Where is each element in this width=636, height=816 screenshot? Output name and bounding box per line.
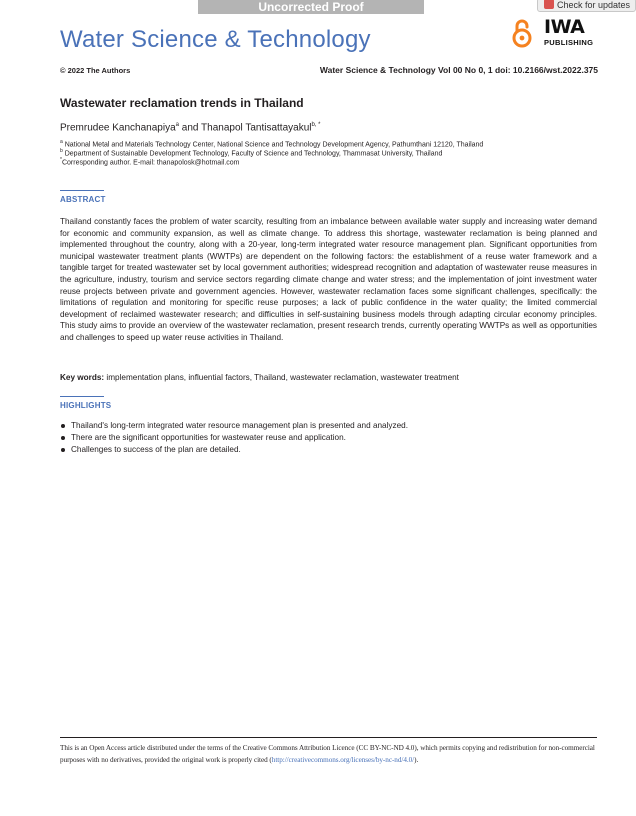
license-text: This is an Open Access article distributed under the terms of the Creative Commons Attribution Licence (CC BY-NC-ND 4.0), which permits copying and redistribution for non-commercial purposes with no derivatives, provided the original work is properly cited (: [60, 744, 595, 765]
affiliation-text: Department of Sustainable Development Technology, Faculty of Science and Technology, Thammasat University, Thailand: [62, 150, 443, 158]
keywords: [60, 373, 459, 382]
iwa-mark: IWA: [544, 16, 585, 38]
affiliation-b: [60, 148, 442, 157]
keywords-text: implementation plans, influential factors, Thailand, wastewater reclamation, wastewater treatment: [104, 373, 459, 382]
affiliation-mark: a: [60, 139, 63, 145]
highlight-item: Challenges to success of the plan are detailed.: [60, 444, 580, 456]
license-link[interactable]: http://creativecommons.org/licenses/by-nc-nd/4.0/: [271, 756, 415, 765]
highlight-item: Thailand's long-term integrated water resource management plan is presented and analyzed.: [60, 420, 580, 432]
check-updates-label: Check for updates: [557, 0, 631, 10]
author-affiliation-mark: a: [175, 122, 179, 128]
affiliation-mark: *: [60, 157, 62, 163]
proof-banner: Uncorrected Proof: [198, 0, 424, 14]
footer-divider: [60, 737, 597, 738]
author-name: Premrudee Kanchanapiya: [60, 122, 176, 134]
journal-title: Water Science & Technology: [60, 26, 371, 53]
license-end: ).: [414, 756, 419, 765]
copyright-notice: © 2022 The Authors: [60, 66, 131, 75]
author-line: [60, 122, 321, 133]
highlights-list: [60, 420, 580, 457]
corresponding-author: [60, 157, 239, 166]
abstract-heading: ABSTRACT: [60, 195, 106, 204]
open-access-lock-icon: [511, 18, 533, 48]
corresponding-email: Corresponding author. E-mail: thanapolosk@hotmail.com: [61, 159, 240, 167]
publishing-label: PUBLISHING: [544, 38, 594, 47]
abstract-text: Thailand constantly faces the problem of water scarcity, resulting from an imbalance between available water supply and increasing water demand for economic and community expansion, as well as climate change. To address this shortage, wastewater reclamation is being planned and implemented throughout the country, along with a 20-year, long-term integrated water resource management plan. Significant opportunities from municipal wastewater treatment plants (WWTPs) are dependent on the following factors: the establishment of a reuse water framework and a tangible target for treated wastewater set by local government authorities; widespread recognition and adaptation of wastewater reuse measures in the agriculture, industry, tourism and service sectors regarding climate change and water stress; and the implementation of joint investment water reuse projects between private and government agencies. However, wastewater reclamation faces some significant challenges, specifically: the limitations of regulation and monitoring for specific reuse purposes; a lack of public confidence in the water quality; the limited commercial development of reclaimed wastewater research; and difficulties in self-sustaining business models through adapting circular economy principles. This study aims to provide an overview of the wastewater reclamation, present research trends, currently operating WWTPs as well as opportunities and challenges to speed up water reuse activities in Thailand.: [60, 217, 597, 342]
author-conjunction: and: [178, 122, 202, 134]
affiliation-text: National Metal and Materials Technology Center, National Science and Technology Development Agency, Pathumthani 12120, Thailand: [62, 141, 484, 149]
citation-line: Water Science & Technology Vol 00 No 0, 1 doi: 10.2166/wst.2022.375: [319, 65, 598, 75]
section-divider: [60, 190, 104, 191]
keywords-label: Key words:: [60, 373, 105, 382]
article-title: Wastewater reclamation trends in Thailand: [60, 96, 304, 110]
affiliation-a: [60, 139, 483, 148]
check-for-updates-button[interactable]: [537, 0, 636, 12]
highlights-heading: HIGHLIGHTS: [60, 401, 112, 410]
affiliation-mark: b: [60, 148, 63, 154]
author-name: Thanapol Tantisattayakul: [201, 122, 312, 134]
section-divider: [60, 396, 104, 397]
iwa-publishing-logo: [544, 18, 596, 48]
bookmark-icon: [544, 0, 554, 9]
highlight-item: There are the significant opportunities for wastewater reuse and application.: [60, 432, 580, 444]
license-notice: [60, 742, 597, 767]
author-affiliation-mark: b, *: [311, 122, 321, 128]
